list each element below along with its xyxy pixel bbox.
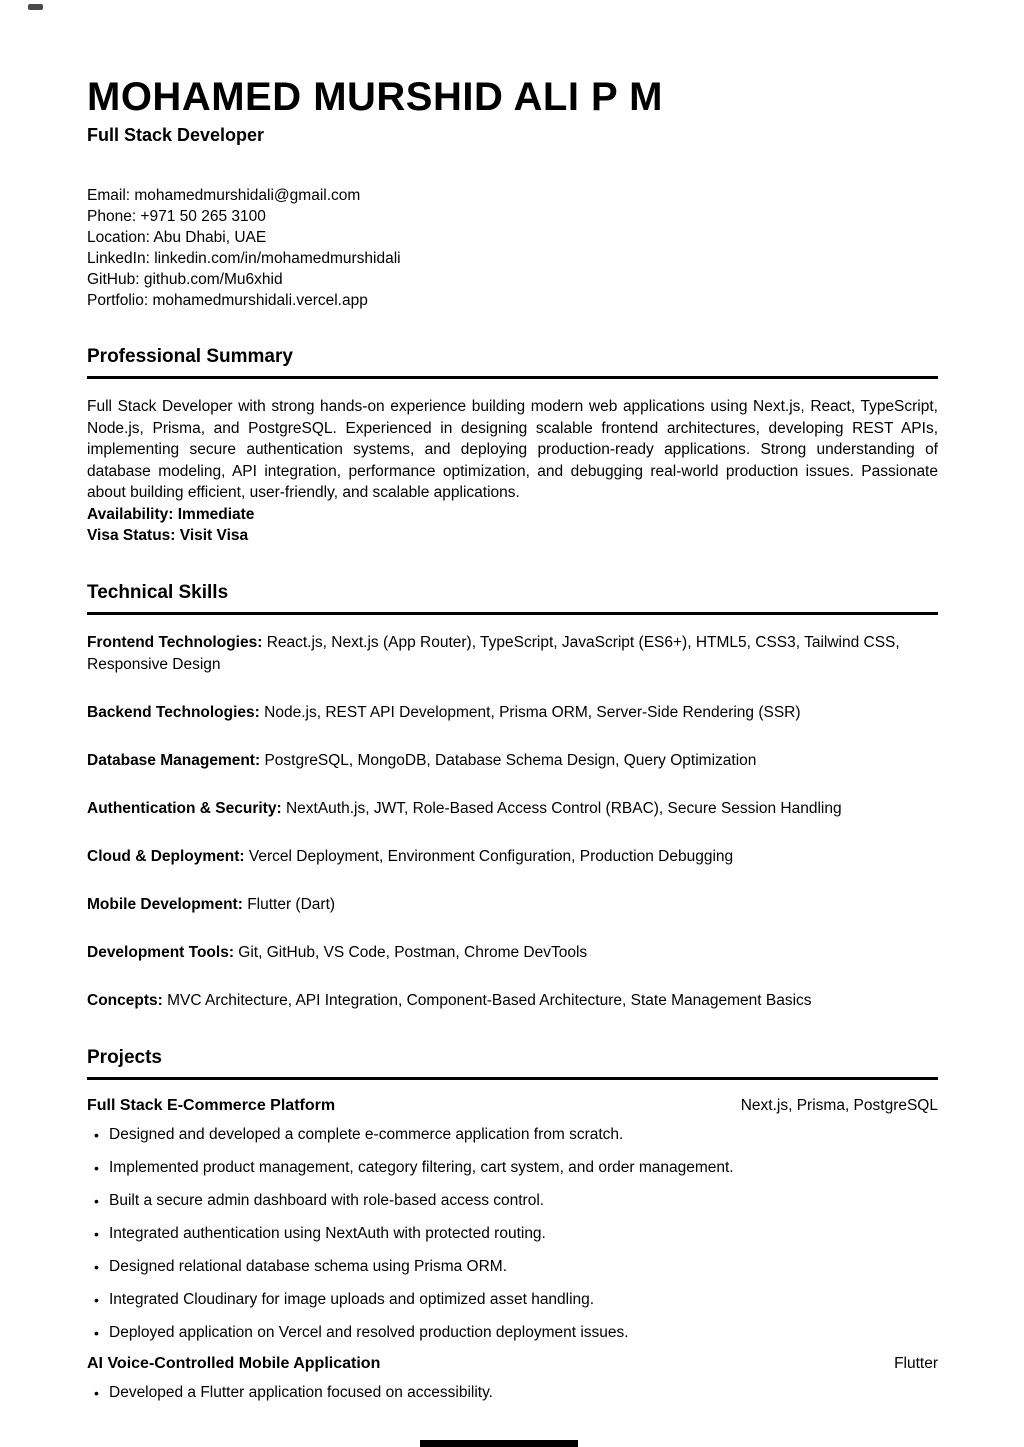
bullet-item [87, 1124, 938, 1146]
skill-item-cloud-deployment [87, 846, 938, 868]
skill-label: Frontend Technologies: [87, 633, 263, 651]
skill-label: Concepts: [87, 991, 163, 1009]
skill-text: Vercel Deployment, Environment Configuration, Production Debugging [248, 847, 734, 865]
bullet-icon [94, 1124, 99, 1147]
project-header [87, 1355, 938, 1373]
skill-text: Flutter (Dart) [247, 895, 336, 913]
bullet-icon [94, 1289, 99, 1312]
bullet-text: Designed and developed a complete e-commerce application from scratch. [109, 1125, 624, 1143]
skill-text: Git, GitHub, VS Code, Postman, Chrome DevTools [238, 943, 588, 961]
bullet-text: Implemented product management, category filtering, cart system, and order management. [109, 1158, 734, 1176]
project-bullet-list [87, 1382, 938, 1404]
skill-label: Authentication & Security: [87, 799, 282, 817]
candidate-title: Full Stack Developer [87, 125, 265, 145]
skill-label: Backend Technologies: [87, 703, 260, 721]
bullet-item [87, 1157, 938, 1179]
technical-skills-heading: Technical Skills [87, 582, 938, 615]
bullet-icon [94, 1223, 99, 1246]
bullet-text: Built a secure admin dashboard with role-based access control. [109, 1191, 545, 1209]
contact-line-linkedin: LinkedIn: linkedin.com/in/mohamedmurshidali [87, 250, 401, 267]
section-projects [87, 1047, 938, 1404]
skill-text: NextAuth.js, JWT, Role-Based Access Control (RBAC), Secure Session Handling [285, 799, 842, 817]
bullet-item [87, 1289, 938, 1311]
skill-text: React.js, Next.js (App Router), TypeScript, JavaScript (ES6+), HTML5, CSS3, Tailwind CSS, Responsive Design [87, 633, 900, 673]
availability-label: Availability: [87, 505, 174, 523]
bullet-icon [94, 1256, 99, 1279]
project-title: AI Voice-Controlled Mobile Application [87, 1354, 381, 1372]
skill-label: Mobile Development: [87, 895, 243, 913]
project-tech-stack: Flutter [894, 1354, 938, 1372]
project-ecommerce [87, 1097, 938, 1344]
project-header [87, 1097, 938, 1115]
skill-item-backend [87, 702, 938, 724]
skill-label: Development Tools: [87, 943, 234, 961]
contact-block [87, 185, 938, 311]
contact-line-github: GitHub: github.com/Mu6xhid [87, 271, 283, 288]
bullet-icon [94, 1382, 99, 1405]
skill-label: Cloud & Deployment: [87, 847, 245, 865]
projects-heading: Projects [87, 1047, 938, 1080]
skill-item-database [87, 750, 938, 772]
skill-item-dev-tools [87, 942, 938, 964]
bullet-icon [94, 1157, 99, 1180]
contact-line-portfolio: Portfolio: mohamedmurshidali.vercel.app [87, 292, 368, 309]
section-technical-skills [87, 582, 938, 1012]
contact-line-phone: Phone: +971 50 265 3100 [87, 208, 266, 225]
contact-line-location: Location: Abu Dhabi, UAE [87, 229, 267, 246]
contact-line-email: Email: mohamedmurshidali@gmail.com [87, 187, 361, 204]
skill-text: Node.js, REST API Development, Prisma ORM, Server-Side Rendering (SSR) [264, 703, 801, 721]
project-tech-stack: Next.js, Prisma, PostgreSQL [740, 1096, 938, 1114]
bullet-item [87, 1382, 938, 1404]
bullet-text: Designed relational database schema using Prisma ORM. [109, 1257, 508, 1275]
bullet-icon [94, 1322, 99, 1345]
availability-value: Immediate [177, 505, 255, 523]
project-ai-voice-mobile [87, 1355, 938, 1404]
bullet-text: Deployed application on Vercel and resolved production deployment issues. [109, 1323, 629, 1341]
candidate-name: MOHAMED MURSHID ALI P M [87, 75, 663, 119]
section-professional-summary [87, 346, 938, 547]
bullet-text: Integrated Cloudinary for image uploads and optimized asset handling. [109, 1290, 595, 1308]
skill-label: Database Management: [87, 751, 261, 769]
project-bullet-list [87, 1124, 938, 1344]
bullet-text: Developed a Flutter application focused on accessibility. [109, 1383, 493, 1401]
visa-status-label: Visa Status: [87, 527, 176, 544]
skill-item-frontend [87, 632, 938, 676]
scan-artifact [28, 4, 43, 10]
availability-line [87, 504, 938, 526]
bullet-icon [94, 1190, 99, 1213]
skill-text: MVC Architecture, API Integration, Component-Based Architecture, State Management Basics [167, 991, 812, 1009]
project-title: Full Stack E-Commerce Platform [87, 1096, 336, 1114]
visa-status-line [87, 525, 938, 547]
skill-item-concepts [87, 990, 938, 1012]
bullet-item [87, 1322, 938, 1344]
skill-item-auth-security [87, 798, 938, 820]
bullet-item [87, 1223, 938, 1245]
professional-summary-heading: Professional Summary [87, 346, 938, 379]
summary-paragraph: Full Stack Developer with strong hands-on experience building modern web applications using Next.js, React, TypeScript, Node.js, Prisma, and PostgreSQL. Experienced in designing scalable frontend architectures, developing REST APIs, implementing secure authentication systems, and deploying production-ready applications. Strong understanding of database modeling, API integration, performance optimization, and debugging real-world production issues. Passionate about building efficient, user-friendly, and scalable applications. [87, 398, 938, 501]
bullet-item [87, 1256, 938, 1278]
skill-text: PostgreSQL, MongoDB, Database Schema Design, Query Optimization [264, 751, 757, 769]
bullet-text: Integrated authentication using NextAuth with protected routing. [109, 1224, 546, 1242]
visa-status-value: Visit Visa [179, 527, 249, 544]
skill-item-mobile [87, 894, 938, 916]
cutoff-text-fragment [420, 1440, 578, 1447]
bullet-item [87, 1190, 938, 1212]
